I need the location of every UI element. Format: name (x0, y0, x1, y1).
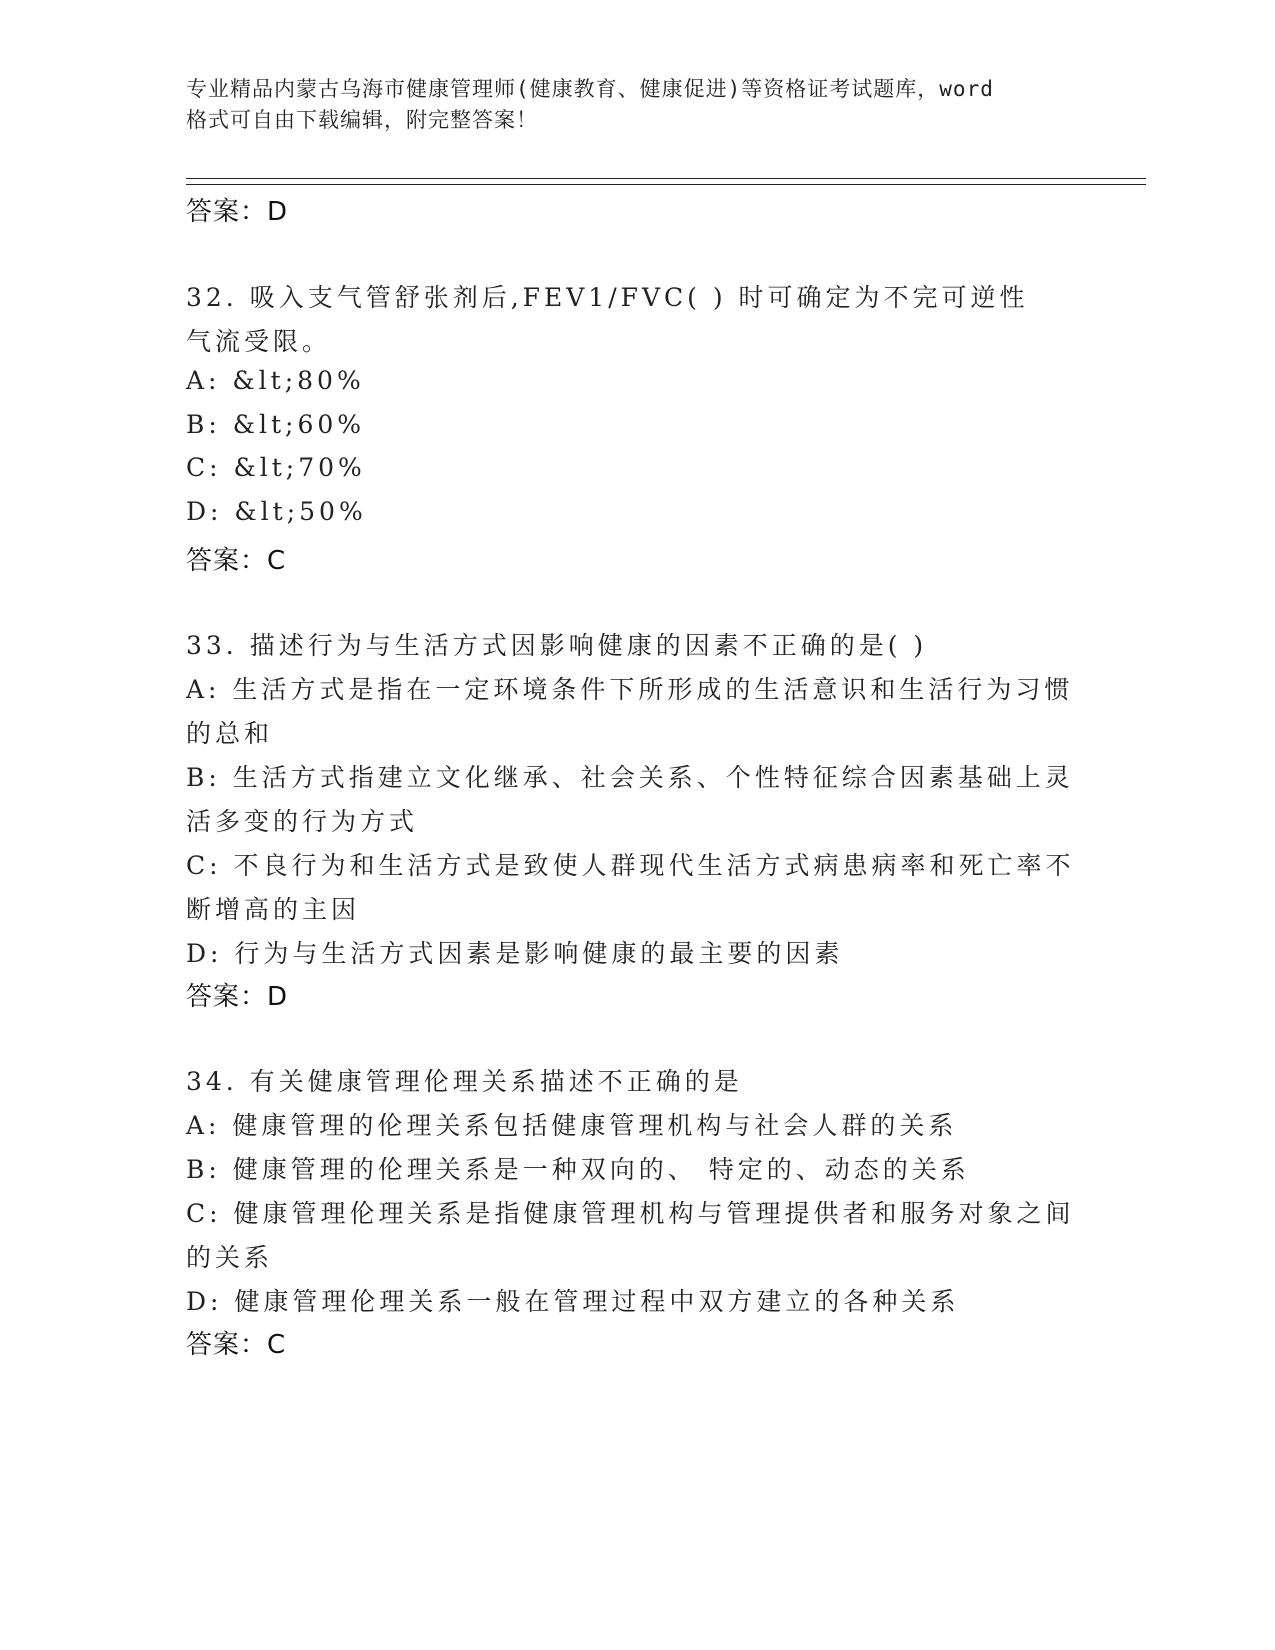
q33-option-b-line-1: B: 生活方式指建立文化继承、社会关系、个性特征综合因素基础上灵 (186, 763, 1074, 792)
q34-answer: 答案：C (186, 1330, 287, 1360)
q32-option-a: A: &lt;80% (186, 366, 365, 395)
q33-answer: 答案：D (186, 982, 289, 1012)
q34-option-a: A: 健康管理的伦理关系包括健康管理机构与社会人群的关系 (186, 1111, 958, 1140)
header-divider-top (186, 178, 1146, 179)
header-line-1: 专业精品内蒙古乌海市健康管理师(健康教育、健康促进)等资格证考试题库，word (186, 77, 994, 101)
q34-option-c-line-1: C: 健康管理伦理关系是指健康管理机构与管理提供者和服务对象之间 (186, 1199, 1075, 1228)
q33-option-c-line-1: C: 不良行为和生活方式是致使人群现代生活方式病患病率和死亡率不 (186, 851, 1075, 880)
q33-stem-line-1: 33. 描述行为与生活方式因影响健康的因素不正确的是( ) (186, 631, 928, 660)
page-header (186, 74, 1086, 136)
q32-option-b: B: &lt;60% (186, 410, 366, 439)
header-divider-bottom (186, 184, 1146, 185)
header-line-2: 格式可自由下载编辑，附完整答案！ (186, 108, 538, 132)
q33-option-a-line-2: 的总和 (186, 719, 274, 748)
q33-option-c-line-2: 断增高的主因 (186, 895, 361, 924)
q32-option-d: D: &lt;50% (186, 497, 367, 526)
q32-stem-line-1: 32. 吸入支气管舒张剂后,FEV1/FVC( ) 时可确定为不完可逆性 (186, 283, 1029, 312)
q32-answer: 答案：C (186, 546, 287, 576)
q33-option-b-line-2: 活多变的行为方式 (186, 807, 419, 836)
q33-option-a-line-1: A: 生活方式是指在一定环境条件下所形成的生活意识和生活行为习惯 (186, 675, 1074, 704)
answer-prev: 答案：D (186, 197, 289, 227)
q34-stem-line-1: 34. 有关健康管理伦理关系描述不正确的是 (186, 1067, 743, 1096)
q32-option-c: C: &lt;70% (186, 453, 366, 482)
q34-option-b: B: 健康管理的伦理关系是一种双向的、 特定的、动态的关系 (186, 1155, 970, 1184)
q34-option-c-line-2: 的关系 (186, 1243, 274, 1272)
q32-stem-line-2: 气流受限。 (186, 327, 332, 356)
q34-option-d: D: 健康管理伦理关系一般在管理过程中双方建立的各种关系 (186, 1287, 960, 1316)
q33-option-d: D: 行为与生活方式因素是影响健康的最主要的因素 (186, 939, 844, 968)
